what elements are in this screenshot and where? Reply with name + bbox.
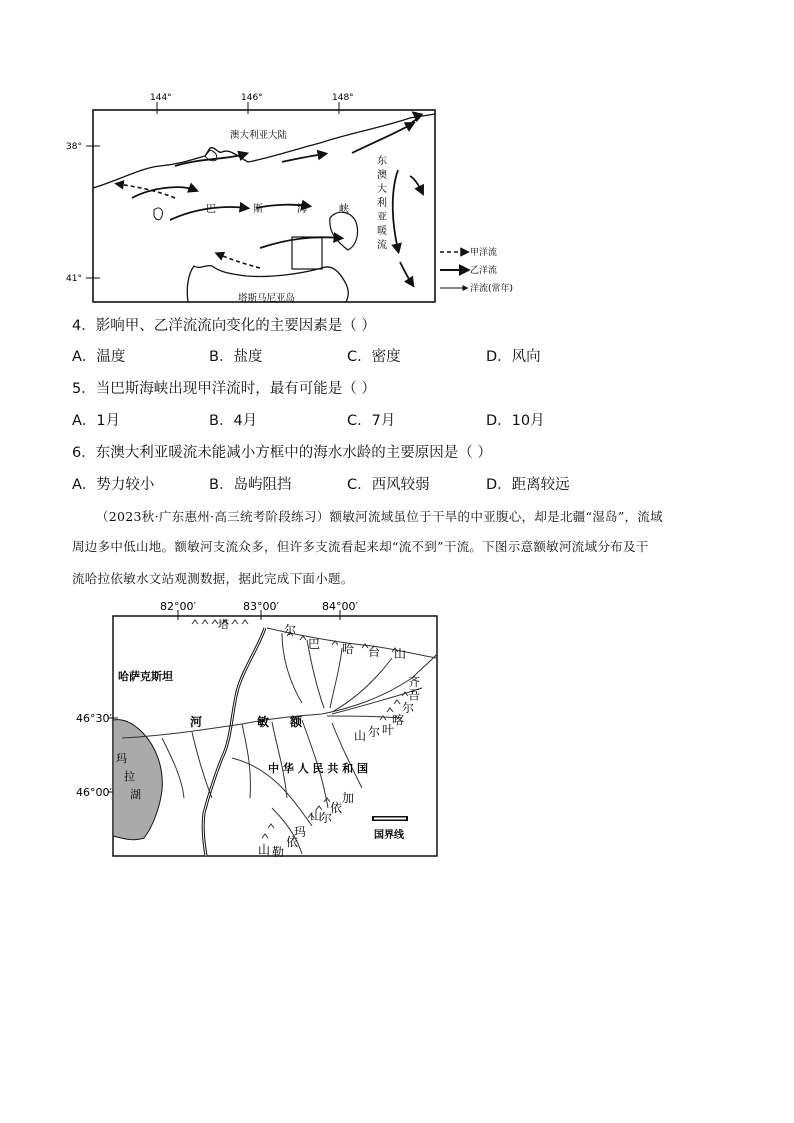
q4-opt-c[interactable]: C．密度	[347, 349, 401, 365]
svg-text:台: 台	[368, 645, 381, 659]
svg-text:甲洋流: 甲洋流	[470, 248, 498, 258]
svg-text:澳: 澳	[377, 170, 387, 181]
svg-text:流: 流	[377, 240, 387, 251]
svg-text:巴: 巴	[308, 637, 321, 651]
svg-text:84°00′: 84°00′	[322, 600, 358, 613]
svg-text:洋流(常年): 洋流(常年)	[470, 284, 514, 294]
svg-text:敏: 敏	[257, 715, 270, 729]
lat-41: 41°	[66, 274, 82, 284]
intro-line-3: 流哈拉依敏水文站观测数据，据此完成下面小题。	[72, 571, 354, 586]
flinders-island	[330, 212, 358, 250]
q6-stem: 6．东澳大利亚暖流未能减小方框中的海水水龄的主要原因是（ ）	[72, 445, 492, 461]
q4-stem: 4．影响甲、乙洋流流向变化的主要因素是（ ）	[72, 318, 376, 334]
lon-146: 146°	[241, 93, 263, 103]
border-legend: 国界线	[374, 830, 404, 841]
q5-opt-b[interactable]: B．4月	[209, 413, 258, 429]
q6-opt-c[interactable]: C．西风较弱	[347, 477, 430, 493]
q6-opt-d[interactable]: D．距离较远	[486, 477, 570, 493]
svg-text:河: 河	[190, 715, 203, 729]
svg-text:拉: 拉	[124, 770, 135, 783]
lake-area	[113, 720, 162, 840]
svg-text:山: 山	[258, 843, 271, 857]
svg-text:乙洋流: 乙洋流	[470, 266, 498, 276]
svg-text:额: 额	[290, 715, 303, 729]
svg-text:山: 山	[310, 809, 323, 823]
svg-text:82°00′: 82°00′	[160, 600, 196, 613]
lon-148: 148°	[332, 93, 354, 103]
svg-text:海: 海	[297, 204, 307, 215]
svg-text:塔: 塔	[218, 618, 229, 631]
svg-text:尔: 尔	[320, 811, 333, 825]
svg-text:玛: 玛	[116, 752, 127, 765]
svg-text:依: 依	[286, 835, 299, 849]
svg-text:83°00′: 83°00′	[243, 600, 279, 613]
king-island	[154, 208, 162, 220]
bass-strait-map	[60, 88, 540, 310]
svg-text:峡: 峡	[339, 204, 349, 215]
q6-opt-a[interactable]: A．势力较小	[72, 477, 155, 493]
svg-text:尔: 尔	[402, 701, 415, 715]
svg-text:哈: 哈	[342, 642, 355, 656]
svg-text:齐: 齐	[408, 675, 421, 689]
q4-opt-a[interactable]: A．温度	[72, 349, 126, 365]
svg-text:46°30′: 46°30′	[76, 712, 112, 725]
svg-text:巴: 巴	[206, 204, 216, 215]
border-line	[203, 628, 265, 856]
svg-text:亚: 亚	[377, 212, 387, 223]
intro-line-1: （2023秋·广东惠州·高三统考阶段练习）额敏河流域虽位于干旱的中亚腹心，却是北疆“湿岛”，流域	[96, 509, 663, 524]
svg-text:叶: 叶	[382, 723, 395, 737]
svg-text:依: 依	[330, 801, 343, 815]
tasmania-label: 塔斯马尼亚岛	[238, 293, 296, 304]
eac-label	[377, 154, 387, 251]
kazakhstan-label: 哈萨克斯坦	[118, 670, 173, 683]
q4-opt-b[interactable]: B．盐度	[209, 349, 263, 365]
q6-opt-b[interactable]: B．岛屿阻挡	[209, 477, 292, 493]
svg-text:加: 加	[342, 791, 355, 805]
study-box	[292, 237, 322, 269]
q5-stem: 5．当巴斯海峡出现甲洋流时，最有可能是（ ）	[72, 381, 376, 397]
svg-text:利: 利	[377, 198, 387, 209]
q5-opt-a[interactable]: A．1月	[72, 413, 121, 429]
map1-legend	[440, 246, 513, 294]
lat-38: 38°	[66, 142, 82, 152]
svg-text:山: 山	[354, 729, 367, 743]
svg-text:尔: 尔	[368, 725, 381, 739]
china-label: 中 华 人 民 共 和 国	[268, 762, 368, 775]
svg-text:吾: 吾	[408, 688, 421, 702]
lon-144: 144°	[150, 93, 172, 103]
mainland-label: 澳大利亚大陆	[230, 130, 288, 141]
q4-opt-d[interactable]: D．风向	[486, 349, 541, 365]
svg-text:勒: 勒	[272, 845, 285, 859]
q5-opt-c[interactable]: C．7月	[347, 413, 396, 429]
svg-text:喀: 喀	[392, 713, 405, 727]
svg-text:46°00′: 46°00′	[76, 786, 112, 799]
emin-river-map	[72, 598, 452, 860]
svg-text:斯: 斯	[253, 204, 263, 215]
svg-text:玛: 玛	[294, 825, 307, 839]
svg-text:尔: 尔	[284, 623, 297, 637]
svg-text:东: 东	[377, 156, 387, 167]
svg-text:湖: 湖	[130, 788, 141, 801]
svg-text:暖: 暖	[377, 226, 387, 237]
intro-line-2: 周边多中低山地。额敏河支流众多，但许多支流看起来却“流不到”干流。下图示意额敏河流域分布及干	[72, 539, 649, 554]
svg-text:大: 大	[377, 184, 387, 195]
svg-text:山: 山	[394, 647, 407, 661]
q5-opt-d[interactable]: D．10月	[486, 413, 545, 429]
